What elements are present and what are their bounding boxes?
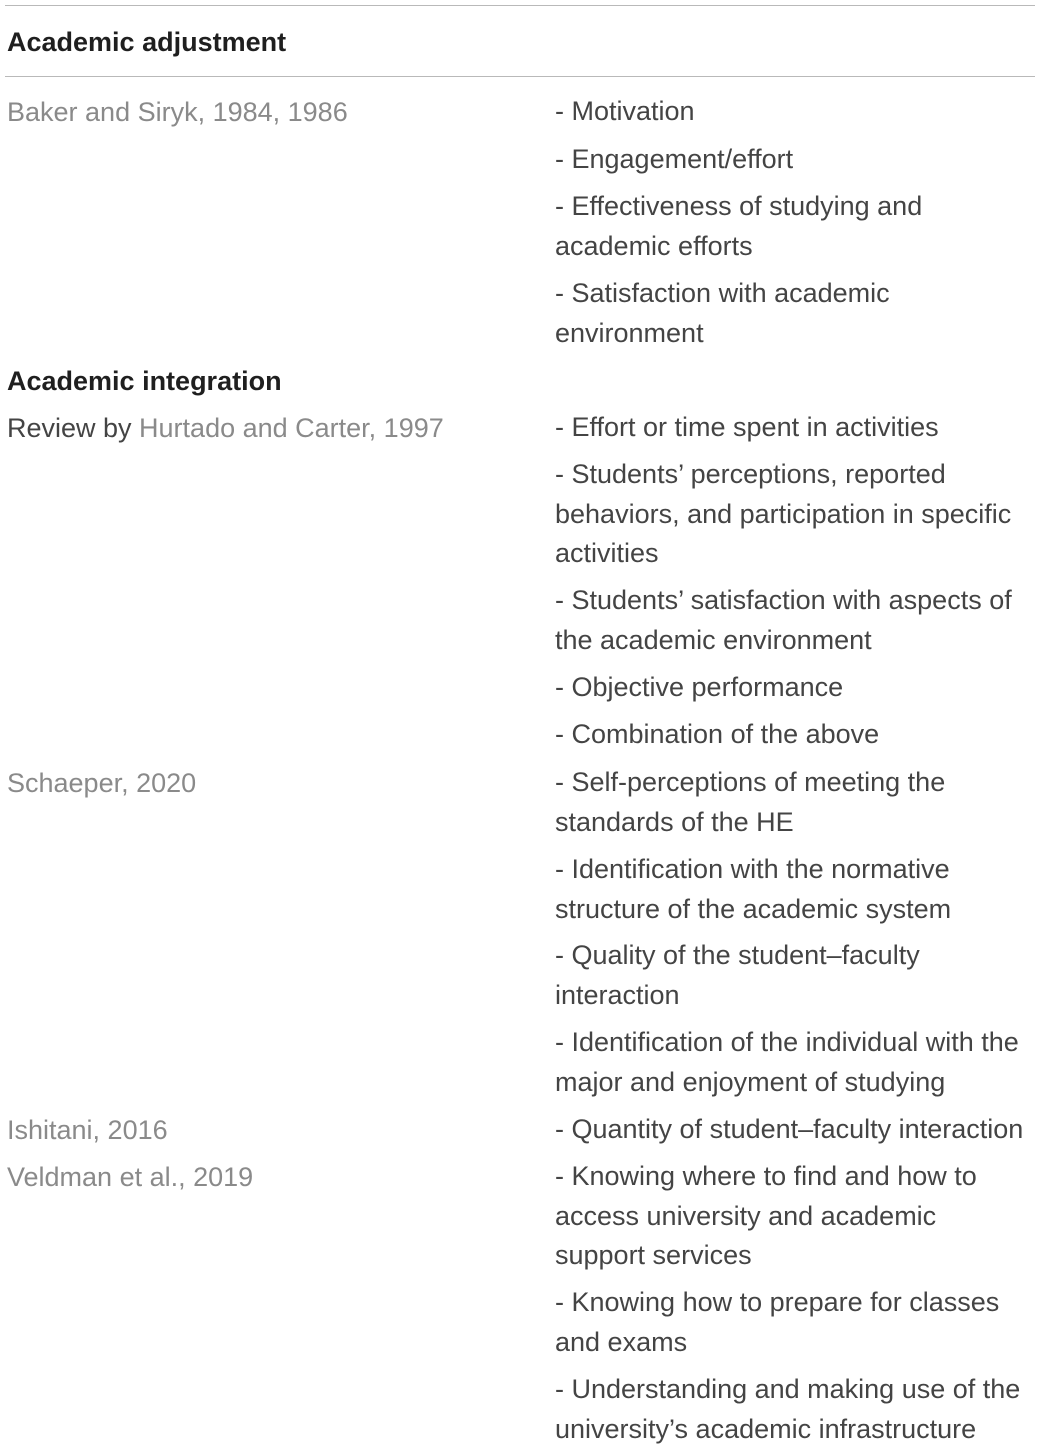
list-item: - Engagement/effort: [555, 144, 794, 174]
reference-veldman: Veldman et al., 2019: [7, 1162, 254, 1192]
header-rule: [5, 76, 1035, 77]
list-item: - Quality of the student–faculty interaction: [555, 940, 920, 1010]
list-item: - Knowing how to prepare for classes and exams: [555, 1287, 1000, 1357]
list-item: - Identification of the individual with the major and enjoyment of studying: [555, 1027, 1019, 1097]
reference-baker-siryk: Baker and Siryk, 1984, 1986: [7, 97, 348, 127]
table-top-rule: [5, 5, 1035, 6]
list-item: - Students’ perceptions, reported behaviors, and participation in specific activities: [555, 459, 1012, 568]
reference-schaeper: Schaeper, 2020: [7, 768, 197, 798]
list-item: - Self-perceptions of meeting the standards of the HE: [555, 767, 946, 837]
list-item: - Objective performance: [555, 672, 844, 702]
list-item: - Effectiveness of studying and academic efforts: [555, 191, 923, 261]
reference-ishitani: Ishitani, 2016: [7, 1115, 168, 1145]
list-item: - Combination of the above: [555, 719, 880, 749]
list-item: - Satisfaction with academic environment: [555, 278, 890, 348]
reference-citation: Hurtado and Carter, 1997: [139, 413, 444, 443]
section-heading-academic-adjustment: Academic adjustment: [7, 27, 287, 57]
list-item: - Students’ satisfaction with aspects of the academic environment: [555, 585, 1012, 655]
section-heading-academic-integration: Academic integration: [7, 366, 282, 396]
list-item: - Knowing where to find and how to access university and academic support services: [555, 1161, 977, 1270]
list-item: - Identification with the normative structure of the academic system: [555, 854, 952, 924]
reference-prefix: Review by: [7, 413, 140, 443]
list-item: - Quantity of student–faculty interaction: [555, 1114, 1024, 1144]
reference-hurtado-carter: [7, 408, 444, 448]
list-item: - Motivation: [555, 96, 695, 126]
list-item: - Understanding and making use of the university’s academic infrastructure: [555, 1374, 1021, 1444]
list-item: - Effort or time spent in activities: [555, 412, 939, 442]
